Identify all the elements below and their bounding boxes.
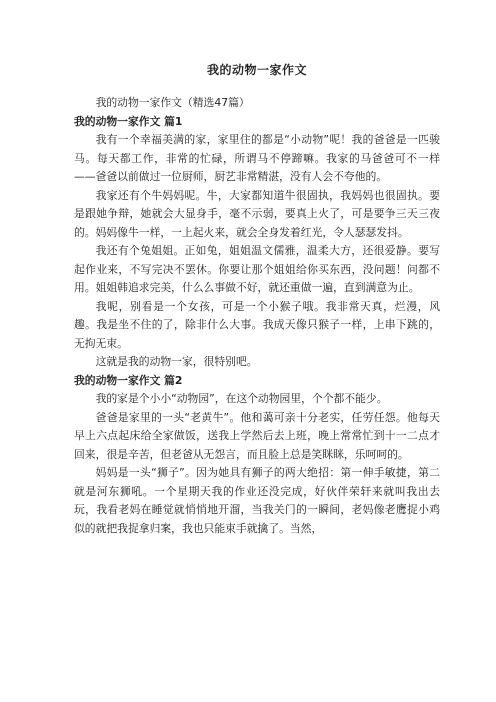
paragraph: 爸爸是家里的一头“老黄牛”。他和蔼可亲十分老实，任劳任怨。他每天早上六点起床给全家做饭，送我上学然后去上班，晚上常常忙到十一二点才回来，很是辛苦，但老爸从无怨言，而且脸上总是笑眯眯，乐呵呵的。: [74, 410, 440, 461]
document-subtitle: 我的动物一家作文（精选47篇）: [95, 96, 250, 109]
paragraph: 妈妈是一头“狮子”。因为她具有狮子的两大绝招：第一伸手敏捷，第二就是河东狮吼。一个星期天我的作业还没完成，好伙伴荣轩来就叫我出去玩，我看老妈在睡觉就悄悄地开溜，当我关门的一瞬间，老妈像老鹰捉小鸡似的就把我捉拿归案，我也只能束手就擒了。当然，: [74, 466, 440, 535]
paragraph: 我有一个幸福美满的家，家里住的都是“小动物”呢！我的爸爸是一匹骏马。每天都工作，非常的忙碌，所谓马不停蹄嘛。我家的马爸爸可不一样——爸爸以前做过一位厨师，厨艺非常精湛，没有人会不夸他的。: [74, 133, 440, 183]
paragraph: 我还有个兔姐姐。正如兔，姐姐温文儒雅，温柔大方，还很爱静。要写起作业来，不写完决不罢休。你要让那个姐姐给你买东西，没问题！问都不用。姐姐韩追求完美，什么么事做不好，就还重做一遍，直到满意为止。: [74, 244, 440, 294]
section-heading: 我的动物一家作文 篇1: [74, 114, 183, 128]
paragraph: 这就是我的动物一家，很特别吧。: [95, 355, 258, 368]
paragraph: 我家还有个牛妈妈呢。牛，大家都知道牛很固执，我妈妈也很固执。要是跟她争辩，她就会大显身手，毫不示弱，要真上火了，可是要争三天三夜的。妈妈像牛一样，一上起火来，就会全身发着红光，令人瑟瑟发抖。: [74, 188, 440, 239]
section-heading: 我的动物一家作文 篇2: [74, 373, 183, 387]
paragraph: 我的家是个小小“动物园”，在这个动物园里，个个都不能少。: [95, 392, 388, 405]
document-title: 我的动物一家作文: [206, 63, 307, 77]
paragraph: 我呢，别看是一个女孩，可是一个小猴子哦。我非常天真，烂漫，风趣。我是坐不住的了，除非什么大事。我成天像只猴子一样，上串下跳的，无拘无束。: [74, 299, 440, 350]
section-2: [74, 372, 440, 539]
section-1: [74, 113, 440, 372]
